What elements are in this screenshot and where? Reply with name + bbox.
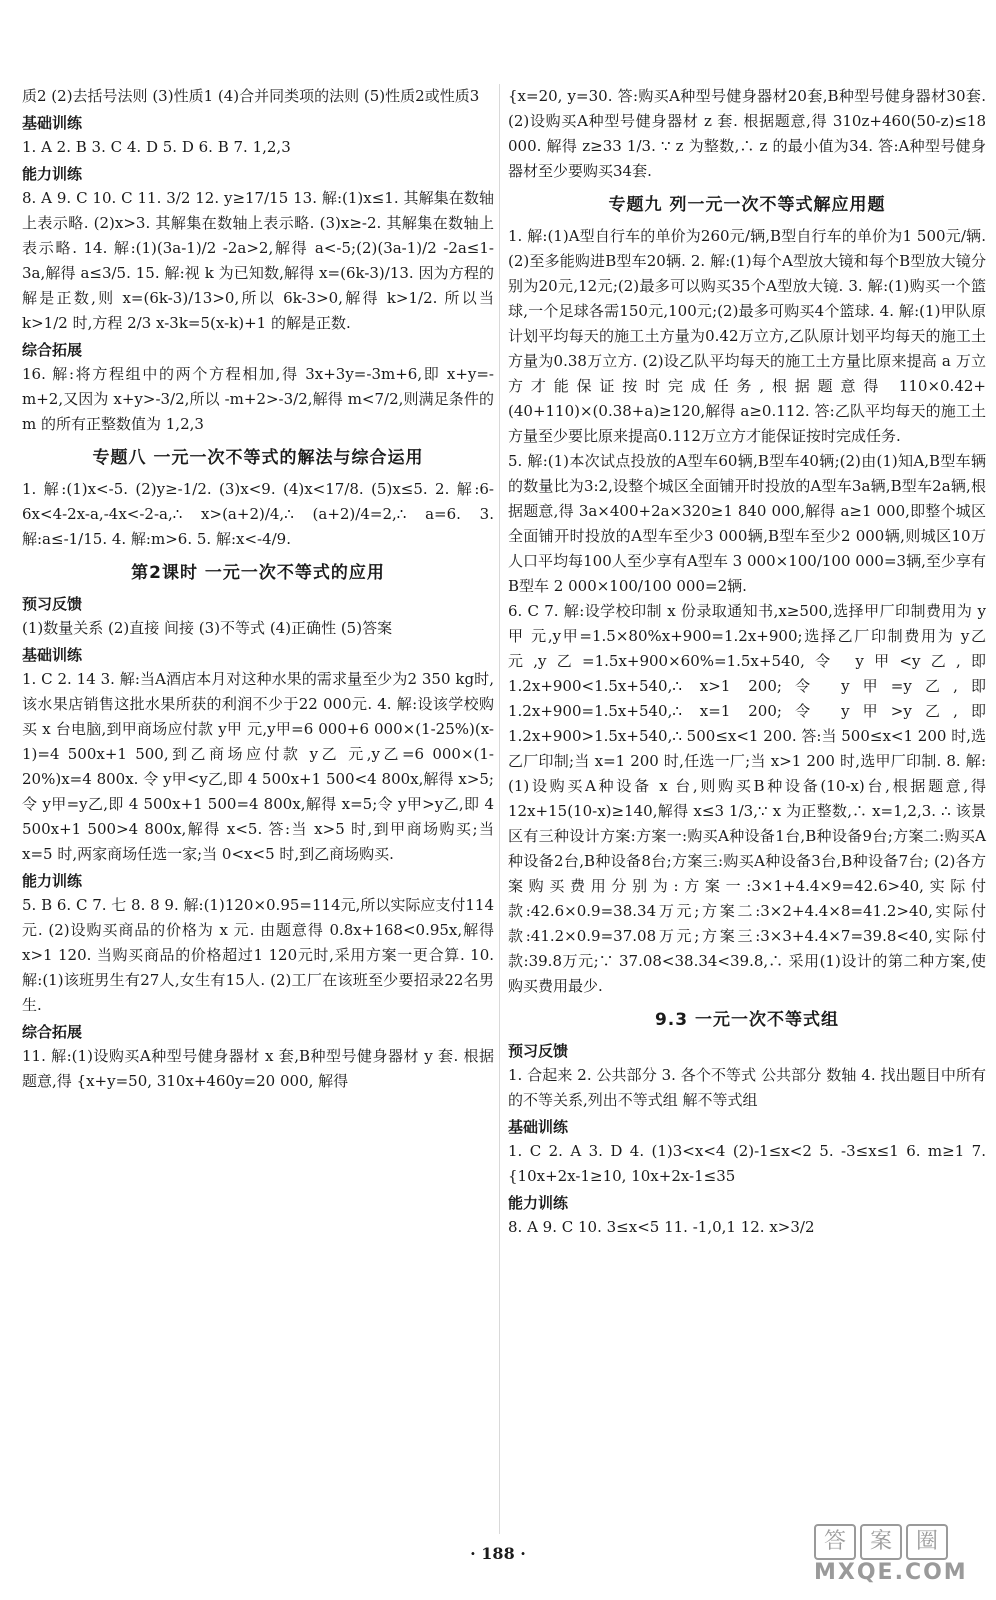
subsection-label: 综合拓展 [22,341,83,359]
answer-text: 1. A 2. B 3. C 4. D 5. D 6. B 7. 1,2,3 [22,138,291,156]
answer-text: 5. 解:(1)本次试点投放的A型车60辆,B型车40辆;(2)由(1)知A,B型车辆的数量比为3:2,设整个城区全面铺开时投放的A型车3a辆,B型车2a辆,根据题意,得 3a×400+2a×320≥1 840 000,解得 a≥1 000,即整个城区全面铺开时投放的A型车至少3 000辆,B型车至少2 000辆,则城区10万人口平均每100人至少享有A型车 3 000×100/100 000=3辆,至少享有B型车 2 000×100/100 000=2辆. [508,452,986,595]
watermark-logo: 答 案 圈 MXQE.COM [814,1524,984,1586]
subsection-label: 综合拓展 [22,1023,83,1041]
answer-text: 1. 合起来 2. 公共部分 3. 各个不等式 公共部分 数轴 4. 找出题目中所有的不等关系,列出不等式组 解不等式组 [508,1066,986,1109]
answer-text: 8. A 9. C 10. C 11. 3/2 12. y≥17/15 13. 解:(1)x≤1. 其解集在数轴上表示略. (2)x>3. 其解集在数轴上表示略. (3)x≥-2. 其解集在数轴上表示略. 14. 解:(1)(3a-1)/2 -2a>2,解得 a<-5;(2)(3a-1)/2 -2a≤1-3a,解得 a≤3/5. 15. 解:视 k 为已知数,解得 x=(6k-3)/13. 因为方程的解是正数,则 x=(6k-3)/13>0,所以 6k-3>0,解得 k>1/2. 所以当 k>1/2 时,方程 2/3 x-3k=5(x-k)+1 的解是正数. [22,189,494,332]
answer-text: {x=20, y=30. 答:购买A种型号健身器材20套,B种型号健身器材30套. (2)设购买A种型号健身器材 z 套. 根据题意,得 310z+460(50-z)≤18 000. 解得 z≥33 1/3. ∵ z 为整数,∴ z 的最小值为34. 答:A种型号健身器材至少要购买34套. [508,87,986,180]
left-column [22,84,494,1094]
answer-text: 8. A 9. C 10. 3≤x<5 11. -1,0,1 12. x>3/2 [508,1218,815,1236]
right-column [508,84,986,1240]
answer-text: 1. C 2. 14 3. 解:当A酒店本月对这种水果的需求量至少为2 350 kg时,该水果店销售这批水果所获的利润不少于22 000元. 4. 解:设该学校购买 x 台电脑,到甲商场应付款 y甲 元,y甲=6 000+6 000×(1-25%)(x-1)=4 500x+1 500,到乙商场应付款 y乙 元,y乙=6 000×(1-20%)x=4 800x. 令 y甲<y乙,即 4 500x+1 500<4 800x,解得 x>5;令 y甲=y乙,即 4 500x+1 500=4 800x,解得 x=5;令 y甲>y乙,即 4 500x+1 500>4 800x,解得 x<5. 答:当 x>5 时,到甲商场购买;当 x=5 时,两家商场任选一家;当 0<x<5 时,到乙商场购买. [22,670,494,863]
subsection-label: 预习反馈 [22,595,83,613]
subsection-label: 能力训练 [22,165,83,183]
answer-text: 1. 解:(1)x<-5. (2)y≥-1/2. (3)x<9. (4)x<17/8. (5)x≤5. 2. 解:6-6x<4-2x-a,-4x<-2-a,∴ x>(a+2)/4,∴ (a+2)/4=2,∴ a=6. 3. 解:a≤-1/15. 4. 解:m>6. 5. 解:x<-4/9. [22,480,494,548]
section-title: 9.3 一元一次不等式组 [654,1010,840,1030]
answer-text: (1)数量关系 (2)直接 间接 (3)不等式 (4)正确性 (5)答案 [22,619,393,637]
column-divider [499,84,500,1534]
subsection-label: 基础训练 [508,1118,569,1136]
page-number: · 188 · [470,1544,526,1563]
answer-text: 1. 解:(1)A型自行车的单价为260元/辆,B型自行车的单价为1 500元/辆. (2)至多能购进B型车20辆. 2. 解:(1)每个A型放大镜和每个B型放大镜分别为20元,12元;(2)最多可以购买35个A型放大镜. 3. 解:(1)购买一个篮球,一个足球各需150元,100元;(2)最多可购买4个篮球. 4. 解:(1)甲队原计划平均每天的施工土方量为0.42万立方,乙队原计划平均每天的施工土方量为0.38万立方. (2)设乙队平均每天的施工土方量比原来提高 a 万立方才能保证按时完成任务,根据题意得 110×0.42+(40+110)×(0.38+a)≥120,解得 a≥0.112. 答:乙队平均每天的施工土方量至少要比原来提高0.112万立方才能保证按时完成任务. [508,227,986,445]
answer-text: 质2 (2)去括号法则 (3)性质1 (4)合并同类项的法则 (5)性质2或性质3 [22,87,480,105]
section-title: 专题九 列一元一次不等式解应用题 [608,195,886,215]
subsection-label: 能力训练 [508,1194,569,1212]
answer-text: 5. B 6. C 7. 七 8. 8 9. 解:(1)120×0.95=114元,所以实际应支付114元. (2)设购买商品的价格为 x 元. 由题意得 0.8x+168<0.95x,解得 x>1 120. 当购买商品的价格超过1 120元时,采用方案一更合算. 10. 解:(1)该班男生有27人,女生有15人. (2)工厂在该班至少要招录22名男生. [22,896,495,1014]
answer-text: 11. 解:(1)设购买A种型号健身器材 x 套,B种型号健身器材 y 套. 根据题意,得 {x+y=50, 310x+460y=20 000, 解得 [22,1047,494,1090]
subsection-label: 能力训练 [22,872,83,890]
section-title: 专题八 一元一次不等式的解法与综合运用 [92,448,424,468]
subsection-label: 基础训练 [22,646,83,664]
subsection-label: 预习反馈 [508,1042,569,1060]
answer-text: 1. C 2. A 3. D 4. (1)3<x<4 (2)-1≤x<2 5. -3≤x≤1 6. m≥1 7. {10x+2x-1≥10, 10x+2x-1≤35 [508,1142,986,1185]
section-title: 第2课时 一元一次不等式的应用 [131,563,385,583]
answer-text: 16. 解:将方程组中的两个方程相加,得 3x+3y=-3m+6,即 x+y=-m+2,又因为 x+y>-3/2,所以 -m+2>-3/2,解得 m<7/2,则满足条件的 m 的所有正整数值为 1,2,3 [22,365,494,433]
subsection-label: 基础训练 [22,114,83,132]
answer-text: 6. C 7. 解:设学校印制 x 份录取通知书,x≥500,选择甲厂印制费用为 y甲 元,y甲=1.5×80%x+900=1.2x+900;选择乙厂印制费用为 y乙 元,y乙=1.5x+900×60%=1.5x+540,令 y甲<y乙,即 1.2x+900<1.5x+540,∴ x>1 200;令 y甲=y乙,即 1.2x+900=1.5x+540,∴ x=1 200;令 y甲>y乙,即 1.2x+900>1.5x+540,∴ 500≤x<1 200. 答:当 500≤x<1 200 时,选乙厂印制;当 x=1 200 时,任选一厂;当 x>1 200 时,选甲厂印制. 8. 解:(1)设购买A种设备 x 台,则购买B种设备(10-x)台,根据题意,得 12x+15(10-x)≥140,解得 x≤3 1/3,∵ x 为正整数,∴ x=1,2,3. ∴ 该景区有三种设计方案:方案一:购买A种设备1台,B种设备9台;方案二:购买A种设备2台,B种设备8台;方案三:购买A种设备3台,B种设备7台; (2)各方案购买费用分别为:方案一:3×1+4.4×9=42.6>40,实际付款:42.6×0.9=38.34万元;方案二:3×2+4.4×8=41.2>40,实际付款:41.2×0.9=37.08万元;方案三:3×3+4.4×7=39.8<40,实际付款:39.8万元;∵ 37.08<38.34<39.8,∴ 采用(1)设计的第二种方案,使购买费用最少. [508,602,986,995]
